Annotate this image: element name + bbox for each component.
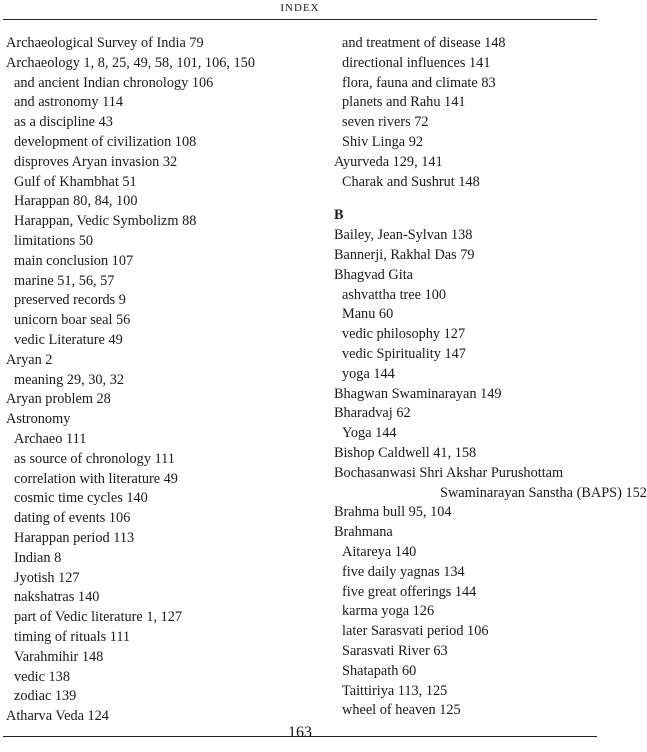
- index-subentry: vedic 138: [14, 668, 70, 685]
- index-subentry: planets and Rahu 141: [342, 94, 466, 111]
- index-entry: Brahmana: [334, 524, 393, 541]
- index-column-right: [334, 34, 647, 721]
- index-subentry: Sarasvati River 63: [342, 642, 448, 659]
- index-subentry: unicorn boar seal 56: [14, 312, 131, 329]
- index-subentry: preserved records 9: [14, 292, 126, 309]
- index-entry: Aryan 2: [6, 351, 53, 368]
- index-subentry: Yoga 144: [342, 425, 397, 442]
- index-subentry: Harappan 80, 84, 100: [14, 193, 138, 210]
- index-subentry: zodiac 139: [14, 688, 77, 705]
- index-subentry: karma yoga 126: [342, 603, 435, 620]
- index-subentry: seven rivers 72: [342, 114, 429, 131]
- index-subentry: main conclusion 107: [14, 252, 134, 269]
- index-subentry: Manu 60: [342, 306, 394, 323]
- page-number: 163: [288, 724, 312, 741]
- index-subentry: meaning 29, 30, 32: [14, 371, 124, 388]
- index-entry: Archaeology 1, 8, 25, 49, 58, 101, 106, 150: [6, 54, 255, 71]
- index-entry-continuation: Swaminarayan Sanstha (BAPS) 152: [440, 484, 647, 501]
- index-subentry: Taittiriya 113, 125: [342, 682, 448, 699]
- index-subentry: yoga 144: [342, 365, 395, 382]
- index-subentry: marine 51, 56, 57: [14, 272, 115, 289]
- index-subentry: Indian 8: [14, 549, 62, 566]
- index-subentry: and treatment of disease 148: [342, 35, 506, 51]
- index-entry: Bannerji, Rakhal Das 79: [334, 246, 475, 263]
- index-subentry: Harappan, Vedic Symbolizm 88: [14, 213, 197, 230]
- footer-rule: [3, 736, 597, 737]
- index-subentry: part of Vedic literature 1, 127: [14, 609, 183, 626]
- index-subentry: five daily yagnas 134: [342, 563, 465, 580]
- index-entry: Bishop Caldwell 41, 158: [334, 444, 477, 461]
- index-entry: Bailey, Jean-Sylvan 138: [334, 227, 473, 244]
- index-entry: Aryan problem 28: [6, 391, 111, 408]
- index-column-left: [6, 34, 318, 727]
- index-subentry: Aitareya 140: [342, 543, 417, 560]
- index-subentry: vedic Literature 49: [14, 331, 123, 348]
- index-subentry: flora, fauna and climate 83: [342, 74, 496, 91]
- index-entry: Ayurveda 129, 141: [334, 153, 443, 170]
- index-subentry: Gulf of Khambhat 51: [14, 173, 137, 190]
- index-subentry: development of civilization 108: [14, 133, 197, 150]
- index-subentry: cosmic time cycles 140: [14, 490, 148, 507]
- index-subentry: later Sarasvati period 106: [342, 623, 489, 640]
- index-subentry: Archaeo 111: [14, 430, 87, 447]
- index-subentry: vedic philosophy 127: [342, 326, 466, 343]
- index-subentry: correlation with literature 49: [14, 470, 178, 487]
- index-entry: Bhagvad Gita: [334, 266, 414, 283]
- index-subentry: limitations 50: [14, 232, 94, 249]
- index-subentry: ashvattha tree 100: [342, 286, 447, 303]
- index-entry: Astronomy: [6, 411, 71, 428]
- index-subentry: wheel of heaven 125: [342, 702, 461, 719]
- index-entry: Bhagwan Swaminarayan 149: [334, 385, 502, 402]
- index-subentry: disproves Aryan invasion 32: [14, 153, 178, 170]
- section-letter: B: [334, 207, 344, 224]
- index-subentry: and ancient Indian chronology 106: [14, 74, 214, 91]
- index-entry: Archaeological Survey of India 79: [6, 35, 204, 51]
- index-subentry: Harappan period 113: [14, 529, 135, 546]
- index-subentry: Varahmihir 148: [14, 648, 104, 665]
- index-entry: Brahma bull 95, 104: [334, 504, 452, 521]
- index-subentry: and astronomy 114: [14, 94, 124, 111]
- index-subentry: vedic Spirituality 147: [342, 345, 466, 362]
- index-subentry: as source of chronology 111: [14, 450, 175, 467]
- header-rule: [3, 19, 597, 20]
- index-subentry: nakshatras 140: [14, 589, 100, 606]
- index-subentry: Shiv Linga 92: [342, 133, 424, 150]
- index-subentry: Charak and Sushrut 148: [342, 173, 480, 190]
- index-subentry: Jyotish 127: [14, 569, 80, 586]
- running-head: INDEX: [280, 2, 320, 14]
- index-subentry: timing of rituals 111: [14, 628, 131, 645]
- index-subentry: dating of events 106: [14, 510, 131, 527]
- index-entry: Atharva Veda 124: [6, 708, 109, 725]
- index-subentry: Shatapath 60: [342, 662, 417, 679]
- index-entry: Bharadvaj 62: [334, 405, 411, 422]
- index-subentry: five great offerings 144: [342, 583, 477, 600]
- index-entry: Bochasanwasi Shri Akshar Purushottam: [334, 464, 564, 481]
- index-subentry: directional influences 141: [342, 54, 491, 71]
- index-subentry: as a discipline 43: [14, 114, 113, 131]
